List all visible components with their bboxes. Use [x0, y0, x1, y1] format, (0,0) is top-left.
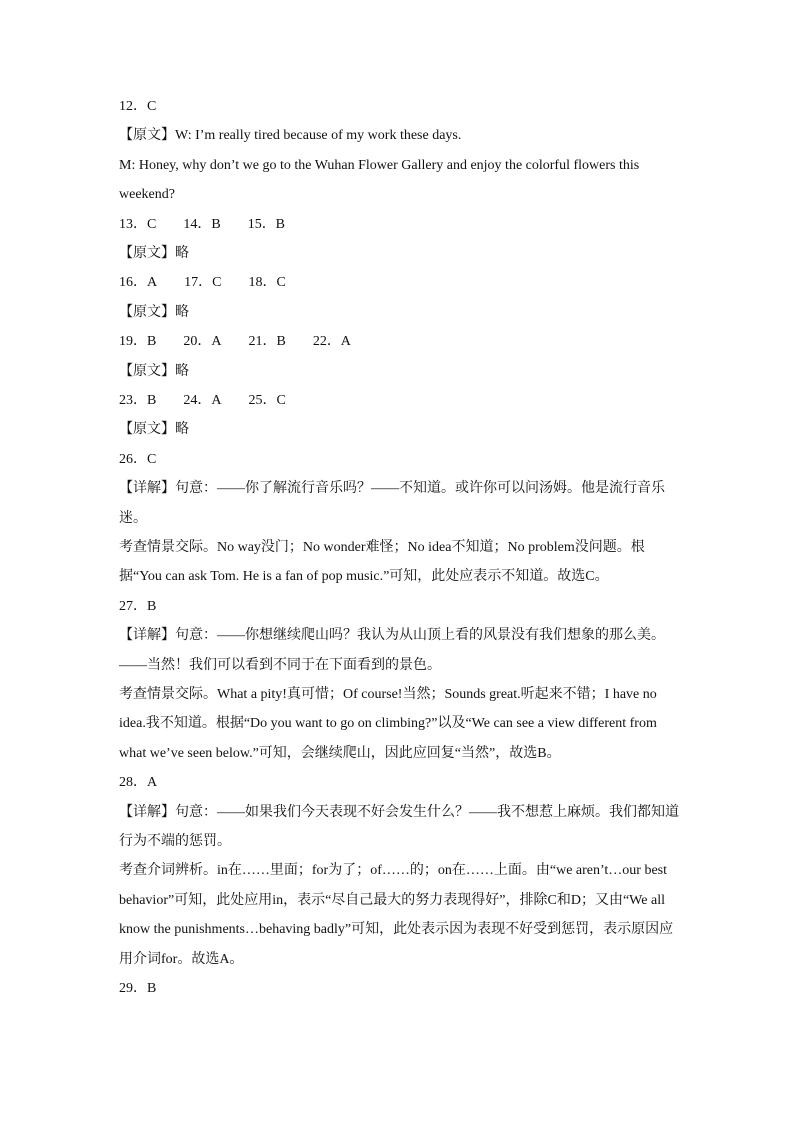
answer-row [119, 210, 681, 239]
answer-row [119, 327, 681, 356]
text-paragraph: 【原文】略 [119, 422, 189, 438]
text-paragraph: 【详解】句意：——如果我们今天表现不好会发生什么？——我不想惹上麻烦。我们都知道行为不端的惩罚。 [119, 804, 679, 850]
answer-row [119, 92, 681, 121]
answer-item: 23．B [119, 393, 157, 408]
answer-item: 16．A [119, 275, 158, 291]
answer-item: 17．C [184, 275, 222, 291]
answer-row [119, 386, 681, 415]
answer-item: 12．C [119, 99, 157, 114]
text-paragraph: 【原文】W: I’m really tired because of my work these days. [119, 128, 462, 144]
answer-item: 25．C [248, 393, 286, 408]
answer-item: 18．C [248, 275, 286, 291]
answer-item: 29．B [119, 981, 157, 997]
answer-row [119, 268, 681, 297]
answer-item: 22．A [312, 334, 351, 350]
answer-row [119, 974, 681, 1003]
text-paragraph: 【原文】略 [119, 304, 189, 320]
answer-item: 26．C [119, 451, 157, 467]
answer-item: 21．B [248, 334, 286, 350]
answer-item: 28．A [119, 775, 158, 791]
text-paragraph: 【详解】句意：——你想继续爬山吗？我认为从山顶上看的风景没有我们想象的那么美。——当然！我们可以看到不同于在下面看到的景色。 [119, 628, 665, 673]
text-paragraph: 【原文】略 [119, 246, 189, 261]
answer-row [119, 768, 681, 797]
text-paragraph: 【详解】句意：——你了解流行音乐吗？——不知道。或许你可以问汤姆。他是流行音乐迷。 [119, 481, 665, 526]
answer-item: 14．B [183, 216, 221, 232]
text-paragraph: 考查情景交际。No way没门；No wonder难怪；No idea不知道；No problem没问题。根据“You can ask Tom. He is a fan of pop music.”可知，此处应表示不知道。故选C。 [119, 540, 645, 585]
answer-row [119, 445, 681, 474]
answer-item: 15．B [247, 216, 286, 232]
text-paragraph: M: Honey, why don’t we go to the Wuhan Flower Gallery and enjoy the colorful flowers this weekend? [119, 157, 640, 203]
text-paragraph: 【原文】略 [119, 363, 189, 379]
answer-row [119, 592, 681, 621]
text-paragraph: 考查情景交际。What a pity!真可惜；Of course!当然；Sounds great.听起来不错；I have no idea.我不知道。根据“Do you want to go on climbing?”以及“We can see a view different from what we’ve seen below.”可知，会继续爬山，因此应回复“当然”，故选B。 [119, 687, 657, 761]
answer-item: 13．C [119, 216, 157, 232]
answer-item: 20．A [183, 334, 222, 350]
answer-item: 19．B [119, 334, 157, 350]
text-paragraph: 考查介词辨析。in在……里面；for为了；of……的；on在……上面。由“we aren’t…our best behavior”可知，此处应用in，表示“尽自己最大的努力表现得好”，排除C和D；又由“We all know the punishments…behaving badly”可知，此处表示因为表现不好受到惩罚，表示原因应用介词for。故选A。 [119, 863, 674, 967]
document-body [119, 92, 681, 1003]
answer-item: 27．B [119, 598, 157, 614]
answer-item: 24．A [183, 393, 222, 408]
